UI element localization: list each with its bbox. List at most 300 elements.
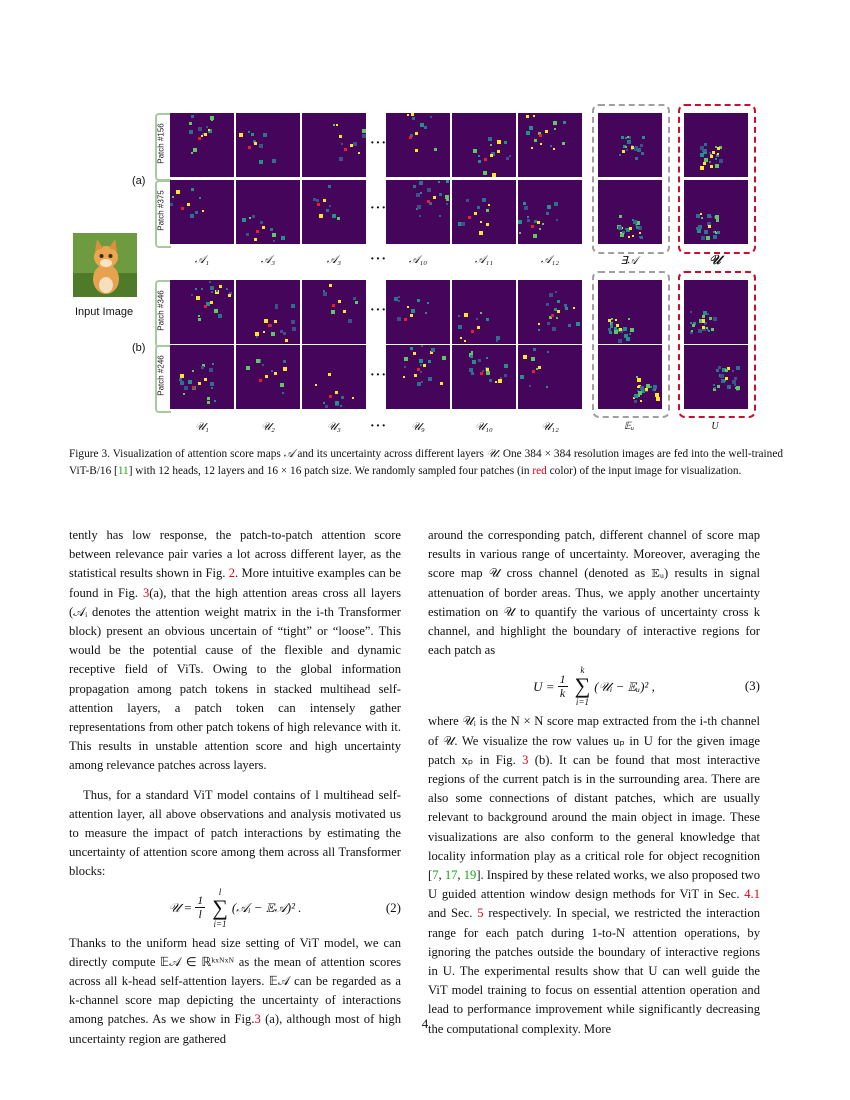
heatmap-cell bbox=[404, 357, 408, 361]
heatmap-cell bbox=[707, 214, 711, 218]
caption-text-2: and its uncertainty across different layers bbox=[294, 448, 487, 460]
heatmap-cell bbox=[701, 217, 703, 219]
heatmap-cell bbox=[421, 381, 423, 383]
input-image-label: Input Image bbox=[75, 306, 134, 318]
heatmap-cell bbox=[226, 288, 228, 290]
heatmap-cell bbox=[470, 355, 473, 358]
heatmap-cell bbox=[274, 372, 277, 375]
heatmap-cell bbox=[472, 360, 476, 364]
sampled-patch-marker bbox=[551, 314, 554, 317]
heatmap-cell bbox=[727, 385, 731, 389]
heatmap-cell bbox=[362, 129, 366, 133]
heatmap-cell bbox=[283, 367, 287, 371]
heatmap-cell bbox=[625, 228, 627, 230]
heatmap-cell bbox=[210, 286, 214, 290]
heatmap-cell bbox=[533, 234, 537, 238]
heatmap-cell bbox=[413, 185, 416, 188]
heatmap-cell bbox=[718, 366, 721, 369]
heatmap-cell bbox=[479, 231, 483, 235]
label-u2: 𝒰₂ bbox=[261, 421, 275, 433]
heatmap-cell bbox=[466, 199, 469, 202]
left-paragraph-1 bbox=[69, 526, 401, 776]
ellipsis-a-label: ··· bbox=[370, 252, 388, 267]
fig-2-link[interactable]: 2 bbox=[228, 566, 236, 581]
heatmap-cell bbox=[252, 215, 255, 218]
heatmap-peak bbox=[204, 133, 207, 136]
heatmap-tile bbox=[170, 113, 234, 177]
citation-link-19[interactable]: 19 bbox=[463, 868, 477, 883]
heatmap-cell bbox=[328, 373, 331, 376]
sampled-patch-marker bbox=[317, 203, 320, 206]
heatmap-cell bbox=[348, 319, 352, 323]
heatmap-peak bbox=[474, 212, 477, 215]
heatmap-cell bbox=[492, 173, 496, 177]
heatmap-cell bbox=[709, 317, 712, 320]
ellipsis-a2: ··· bbox=[370, 201, 388, 216]
heatmap-cell bbox=[272, 233, 276, 237]
heatmap-cell bbox=[199, 197, 201, 199]
right-p2-text-e: respectively. In special, we restricted the interaction range for each patch during 1-to-N attention operations, by ignoring the patches outside the boundary of interactive regions in U. The experimental results show that U can well guide the ViT model training to focus on essential attention operation and lead to performance improvement while significantly decreasing the computational complexity. More bbox=[428, 906, 760, 1036]
left-p1-text-a: tently has low response, the patch-to-patch attention score between relevance pair varies a lot across different layer, as the statistical results shown in Fig. bbox=[69, 528, 401, 581]
heatmap-cell bbox=[529, 126, 533, 130]
heatmap-peak bbox=[410, 314, 413, 317]
heatmap-cell bbox=[711, 328, 714, 331]
heatmap-cell bbox=[576, 322, 580, 326]
heatmap-cell bbox=[413, 352, 416, 355]
heatmap-cell bbox=[713, 384, 715, 386]
heatmap-cell bbox=[614, 327, 617, 330]
heatmap-tile bbox=[302, 113, 366, 177]
heatmap-cell bbox=[638, 395, 640, 397]
heatmap-tile bbox=[452, 280, 516, 344]
heatmap-cell bbox=[430, 116, 432, 118]
heatmap-cell bbox=[496, 340, 498, 342]
label-mean-u: 𝔼ᵤ bbox=[623, 421, 635, 432]
label-a12: 𝒜₁₂ bbox=[540, 254, 560, 266]
heatmap-cell bbox=[335, 401, 339, 405]
heatmap-cell bbox=[246, 366, 250, 370]
heatmap-cell bbox=[469, 368, 473, 372]
heatmap-tile bbox=[684, 180, 748, 244]
heatmap-cell bbox=[339, 157, 343, 161]
heatmap-cell bbox=[716, 219, 719, 222]
heatmap-cell bbox=[556, 317, 558, 319]
heatmap-cell bbox=[486, 223, 489, 226]
fig-3-link-3[interactable]: 3 bbox=[522, 752, 529, 767]
heatmap-cell bbox=[328, 185, 331, 188]
figure-caption bbox=[69, 446, 783, 480]
heatmap-cell bbox=[196, 296, 200, 300]
heatmap-cell bbox=[716, 369, 719, 372]
heatmap-cell bbox=[632, 235, 634, 237]
heatmap-cell bbox=[210, 382, 214, 386]
heatmap-cell bbox=[627, 136, 629, 138]
heatmap-tile bbox=[236, 180, 300, 244]
heatmap-cell bbox=[272, 159, 276, 163]
sampled-patch-marker bbox=[204, 305, 207, 308]
heatmap-cell bbox=[273, 240, 275, 242]
heatmap-tile bbox=[452, 113, 516, 177]
heatmap-cell bbox=[417, 205, 421, 209]
heatmap-cell bbox=[546, 303, 549, 306]
sampled-patch-marker bbox=[427, 200, 430, 203]
heatmap-cell bbox=[404, 366, 406, 368]
caption-symbol-a: 𝒜 bbox=[283, 448, 295, 460]
heatmap-cell bbox=[625, 146, 627, 148]
heatmap-cell bbox=[353, 297, 356, 300]
heatmap-cell bbox=[524, 206, 528, 210]
heatmap-cell bbox=[709, 152, 711, 154]
heatmap-peak bbox=[477, 326, 480, 329]
heatmap-cell bbox=[331, 310, 335, 314]
heatmap-cell bbox=[340, 405, 342, 407]
heatmap-peak bbox=[629, 227, 632, 230]
heatmap-cell bbox=[555, 291, 557, 293]
label-u10: 𝒰₁₀ bbox=[475, 421, 493, 433]
left-column bbox=[69, 526, 401, 1049]
heatmap-cell bbox=[642, 136, 645, 139]
heatmap-peak bbox=[210, 301, 213, 304]
heatmap-cell bbox=[420, 371, 422, 373]
heatmap-peak bbox=[710, 155, 713, 158]
heatmap-cell bbox=[242, 218, 246, 222]
left-p3-text-b: (a), although most of high uncertainty region are gathered bbox=[69, 1012, 401, 1046]
heatmap-cell bbox=[263, 133, 267, 137]
patch-label-346: Patch #346 bbox=[156, 290, 166, 331]
heatmap-cell bbox=[504, 364, 508, 368]
sampled-patch-marker bbox=[259, 379, 262, 382]
heatmap-cell bbox=[527, 216, 529, 218]
heatmap-cell bbox=[526, 131, 530, 135]
sampled-patch-marker bbox=[268, 324, 271, 327]
heatmap-cell bbox=[333, 124, 335, 126]
heatmap-cell bbox=[563, 121, 566, 124]
heatmap-cell bbox=[411, 113, 414, 116]
sampled-patch-marker bbox=[409, 136, 412, 139]
heatmap-cell bbox=[640, 236, 643, 239]
sampled-patch-marker bbox=[480, 372, 483, 375]
heatmap-cell bbox=[498, 379, 502, 383]
heatmap-cell bbox=[715, 164, 719, 168]
heatmap-cell bbox=[526, 115, 529, 118]
heatmap-cell bbox=[207, 401, 210, 404]
heatmap-peak bbox=[545, 130, 548, 133]
heatmap-cell bbox=[506, 157, 509, 160]
heatmap-tile bbox=[518, 180, 582, 244]
heatmap-cell bbox=[698, 225, 702, 229]
eq2-sum: l ∑ i=1 bbox=[212, 886, 228, 929]
heatmap-cell bbox=[176, 190, 180, 194]
heatmap-cell bbox=[715, 158, 717, 160]
heatmap-cell bbox=[609, 331, 612, 334]
heatmap-cell bbox=[446, 203, 448, 205]
heatmap-tile bbox=[302, 180, 366, 244]
heatmap-peak bbox=[433, 196, 436, 199]
heatmap-cell bbox=[490, 144, 492, 146]
heatmap-cell bbox=[477, 206, 480, 209]
heatmap-cell bbox=[421, 345, 423, 347]
heatmap-cell bbox=[214, 309, 218, 313]
heatmap-cell bbox=[717, 231, 720, 234]
heatmap-cell bbox=[719, 159, 723, 163]
heatmap-cell bbox=[736, 386, 740, 390]
heatmap-cell bbox=[219, 285, 222, 288]
heatmap-cell bbox=[403, 376, 405, 378]
heatmap-cell bbox=[504, 374, 507, 377]
section-5-link[interactable]: 5 bbox=[477, 906, 484, 921]
heatmap-cell bbox=[704, 149, 707, 152]
heatmap-cell bbox=[211, 387, 213, 389]
heatmap-cell bbox=[637, 378, 641, 382]
heatmap-cell bbox=[192, 370, 194, 372]
heatmap-cell bbox=[635, 157, 638, 160]
left-paragraph-2: Thus, for a standard ViT model contains of l multihead self-attention layer, all above observations and analysis motivated us to measure the impact of patch interactions by estimating the uncertainty of attention score among them across all Transformer blocks: bbox=[69, 787, 401, 879]
right-p2-text-d: and Sec. bbox=[428, 906, 478, 921]
heatmap-tile bbox=[598, 280, 662, 344]
heatmap-cell bbox=[713, 235, 717, 239]
heatmap-cell bbox=[626, 337, 630, 341]
caption-text-3: . One 384 × 384 resolution images are fed into the well-trained ViT-B/16 [ bbox=[69, 448, 783, 477]
heatmap-cell bbox=[398, 296, 400, 298]
heatmap-cell bbox=[189, 130, 193, 134]
heatmap-tile bbox=[684, 280, 748, 344]
sampled-patch-marker bbox=[181, 207, 184, 210]
heatmap-cell bbox=[549, 293, 553, 297]
heatmap-cell bbox=[195, 288, 197, 290]
heatmap-cell bbox=[204, 378, 207, 381]
heatmap-cell bbox=[710, 165, 713, 168]
heatmap-cell bbox=[640, 400, 642, 402]
heatmap-cell bbox=[553, 121, 557, 125]
citation-link-7[interactable]: 7 bbox=[432, 868, 439, 883]
heatmap-peak bbox=[198, 382, 201, 385]
heatmap-cell bbox=[628, 141, 631, 144]
heatmap-cell bbox=[641, 152, 644, 155]
heatmap-peak bbox=[619, 328, 622, 331]
heatmap-tile bbox=[452, 180, 516, 244]
heatmap-cell bbox=[283, 332, 286, 335]
heatmap-cell bbox=[556, 219, 558, 221]
heatmap-cell bbox=[518, 220, 522, 224]
heatmap-cell bbox=[523, 202, 526, 205]
heatmap-peak bbox=[725, 377, 728, 380]
heatmap-cell bbox=[717, 153, 719, 155]
right-p2-text-c: ]. Inspired by these related works, we also proposed two U guided attention window design methods for ViT in Sec. bbox=[428, 868, 761, 902]
heatmap-cell bbox=[198, 127, 202, 131]
heatmap-peak bbox=[274, 320, 277, 323]
right-p2-text-a: where 𝒰ᵢ is the N × N score map extracted from the i-th channel of 𝒰. We visualize the row values uₚ in U for the given image patch xₚ in Fig. bbox=[428, 714, 760, 767]
eq3-body: (𝒰ᵢ − 𝔼ᵤ)² , bbox=[594, 678, 655, 694]
heatmap-cell bbox=[531, 357, 535, 361]
ellipsis-b1: ··· bbox=[370, 303, 388, 318]
heatmap-cell bbox=[195, 211, 198, 214]
heatmap-cell bbox=[704, 230, 708, 234]
group-label-b: (b) bbox=[132, 342, 146, 354]
heatmap-cell bbox=[531, 147, 533, 149]
heatmap-cell bbox=[397, 317, 401, 321]
heatmap-cell bbox=[208, 129, 210, 131]
heatmap-cell bbox=[523, 355, 527, 359]
heatmap-cell bbox=[419, 181, 423, 185]
heatmap-peak bbox=[335, 391, 338, 394]
heatmap-cell bbox=[734, 377, 737, 380]
heatmap-cell bbox=[283, 360, 286, 363]
heatmap-cell bbox=[191, 294, 193, 296]
heatmap-tile bbox=[684, 345, 748, 409]
heatmap-cell bbox=[702, 326, 705, 329]
heatmap-tile bbox=[386, 180, 450, 244]
fig-3-link[interactable]: 3 bbox=[142, 585, 150, 600]
heatmap-peak bbox=[415, 132, 418, 135]
heatmap-cell bbox=[547, 205, 551, 209]
heatmap-cell bbox=[211, 119, 213, 121]
heatmap-cell bbox=[254, 238, 257, 241]
caption-text-4: ] with 12 heads, 12 layers and 16 × 16 patch size. We randomly sampled four patches (in bbox=[128, 465, 533, 477]
heatmap-cell bbox=[201, 366, 204, 369]
heatmap-cell bbox=[653, 385, 657, 389]
heatmap-cell bbox=[608, 319, 611, 322]
heatmap-cell bbox=[411, 309, 415, 313]
label-uncertainty-a: 𝒰 bbox=[709, 252, 721, 267]
heatmap-cell bbox=[179, 378, 182, 381]
heatmap-cell bbox=[183, 393, 185, 395]
heatmap-cell bbox=[724, 380, 726, 382]
label-a3-first: 𝒜₃ bbox=[260, 254, 276, 266]
heatmap-tile bbox=[518, 345, 582, 409]
heatmap-cell bbox=[189, 122, 192, 125]
heatmap-cell bbox=[619, 215, 622, 218]
heatmap-tile bbox=[302, 345, 366, 409]
heatmap-cell bbox=[417, 299, 420, 302]
heatmap-cell bbox=[439, 215, 441, 217]
label-u-final: U bbox=[711, 421, 719, 432]
heatmap-tile bbox=[386, 113, 450, 177]
sampled-patch-marker bbox=[404, 318, 407, 321]
heatmap-cell bbox=[488, 137, 492, 141]
heatmap-cell bbox=[611, 323, 613, 325]
heatmap-cell bbox=[341, 396, 344, 399]
group-label-a: (a) bbox=[132, 175, 146, 187]
heatmap-peak bbox=[423, 364, 426, 367]
heatmap-cell bbox=[500, 377, 502, 379]
heatmap-cell bbox=[497, 140, 501, 144]
heatmap-cell bbox=[191, 115, 194, 118]
heatmap-cell bbox=[281, 236, 285, 240]
patch-label-375: Patch #375 bbox=[156, 190, 166, 231]
label-u3: 𝒰₃ bbox=[327, 421, 341, 433]
heatmap-cell bbox=[246, 233, 249, 236]
heatmap-peak bbox=[187, 203, 190, 206]
page-number: 4 bbox=[421, 1016, 429, 1031]
label-a10: 𝒜₁₀ bbox=[408, 254, 428, 266]
heatmap-cell bbox=[329, 284, 332, 287]
heatmap-peak bbox=[702, 319, 705, 322]
heatmap-cell bbox=[534, 220, 537, 223]
heatmap-cell bbox=[714, 387, 716, 389]
heatmap-cell bbox=[282, 392, 284, 394]
heatmap-cell bbox=[464, 340, 466, 342]
heatmap-cell bbox=[550, 145, 552, 147]
heatmap-tile bbox=[170, 280, 234, 344]
heatmap-cell bbox=[504, 141, 507, 144]
heatmap-peak bbox=[262, 226, 265, 229]
heatmap-tile bbox=[236, 113, 300, 177]
heatmap-tile bbox=[518, 113, 582, 177]
eq3-number: (3) bbox=[744, 678, 760, 694]
heatmap-cell bbox=[552, 327, 556, 331]
heatmap-cell bbox=[565, 307, 568, 310]
caption-text-1: Figure 3. Visualization of attention score maps bbox=[69, 448, 284, 460]
heatmap-cell bbox=[420, 123, 424, 127]
heatmap-cell bbox=[712, 151, 715, 154]
heatmap-peak bbox=[708, 225, 711, 228]
heatmap-cell bbox=[206, 126, 208, 128]
eq2-body: (𝒜ᵢ − 𝔼𝒜)² . bbox=[231, 900, 302, 916]
equation-2 bbox=[69, 882, 401, 934]
heatmap-cell bbox=[618, 226, 622, 230]
eq2-number: (2) bbox=[385, 899, 401, 915]
heatmap-tile bbox=[236, 280, 300, 344]
heatmap-peak bbox=[645, 388, 648, 391]
heatmap-cell bbox=[464, 313, 468, 317]
heatmap-cell bbox=[341, 143, 343, 145]
heatmap-cell bbox=[251, 133, 254, 136]
sampled-patch-marker bbox=[192, 386, 195, 389]
fig-3-link-2[interactable]: 3 bbox=[254, 1012, 261, 1027]
heatmap-cell bbox=[615, 319, 617, 321]
heatmap-cell bbox=[480, 221, 482, 223]
heatmap-cell bbox=[262, 364, 264, 366]
citation-link-17[interactable]: 17 bbox=[444, 868, 458, 883]
heatmap-cell bbox=[332, 214, 336, 218]
heatmap-cell bbox=[640, 386, 644, 390]
heatmap-cell bbox=[191, 152, 193, 154]
heatmap-cell bbox=[715, 232, 717, 234]
heatmap-cell bbox=[329, 205, 331, 207]
heatmap-cell bbox=[419, 215, 421, 217]
eq3-fraction: $\frac{1}{k}$ bbox=[559, 671, 566, 700]
input-image-kitten bbox=[73, 233, 137, 297]
heatmap-cell bbox=[638, 227, 640, 229]
heatmap-cell bbox=[650, 386, 652, 388]
sampled-patch-marker bbox=[531, 225, 534, 228]
citation-link-11[interactable]: 11 bbox=[117, 465, 129, 477]
heatmap-cell bbox=[713, 317, 717, 321]
heatmap-tile bbox=[518, 280, 582, 344]
heatmap-cell bbox=[410, 347, 413, 350]
heatmap-cell bbox=[415, 149, 418, 152]
right-paragraph-2: where 𝒰ᵢ is the N × N score map extracted from the i-th channel of 𝒰. We visualize the row values uₚ in U for the given image patch xₚ in Fig. 3 (b). It can be found that most interactive regions of the current patch is in the surrounding area. There are also some connections of distant patches, which are usually relevant to background around the main object in image. These visualizations are also conform to the general knowledge that locality information play as a critical role for object recognition [7, 17, 19]. Inspired by these related works, we also proposed two U guided attention window design methods for ViT in Sec. 4.1 and Sec. 5 respectively. In special, we restricted the interaction range for each patch during 1-to-N attention operations, by ignoring the patches outside the boundary of interactive regions in U. The experimental results show that U can well guide the ViT model training to focus on essential attention operation and lead to performance improvement while significantly decreasing the computational complexity. More bbox=[428, 714, 761, 1036]
heatmap-cell bbox=[285, 339, 288, 342]
heatmap-cell bbox=[355, 301, 358, 304]
heatmap-cell bbox=[316, 199, 319, 202]
section-4-1-link[interactable]: 4.1 bbox=[744, 887, 760, 902]
heatmap-cell bbox=[202, 210, 204, 212]
heatmap-cell bbox=[480, 312, 482, 314]
heatmap-cell bbox=[538, 329, 540, 331]
label-u1: 𝒰₁ bbox=[195, 421, 209, 433]
heatmap-cell bbox=[319, 214, 323, 218]
heatmap-cell bbox=[618, 339, 622, 343]
heatmap-cell bbox=[568, 324, 571, 327]
heatmap-cell bbox=[534, 139, 537, 142]
heatmap-cell bbox=[562, 142, 565, 145]
heatmap-cell bbox=[280, 330, 283, 333]
heatmap-cell bbox=[425, 312, 427, 314]
ellipsis-a1: ··· bbox=[370, 136, 388, 151]
heatmap-tile bbox=[452, 345, 516, 409]
heatmap-cell bbox=[438, 181, 440, 183]
